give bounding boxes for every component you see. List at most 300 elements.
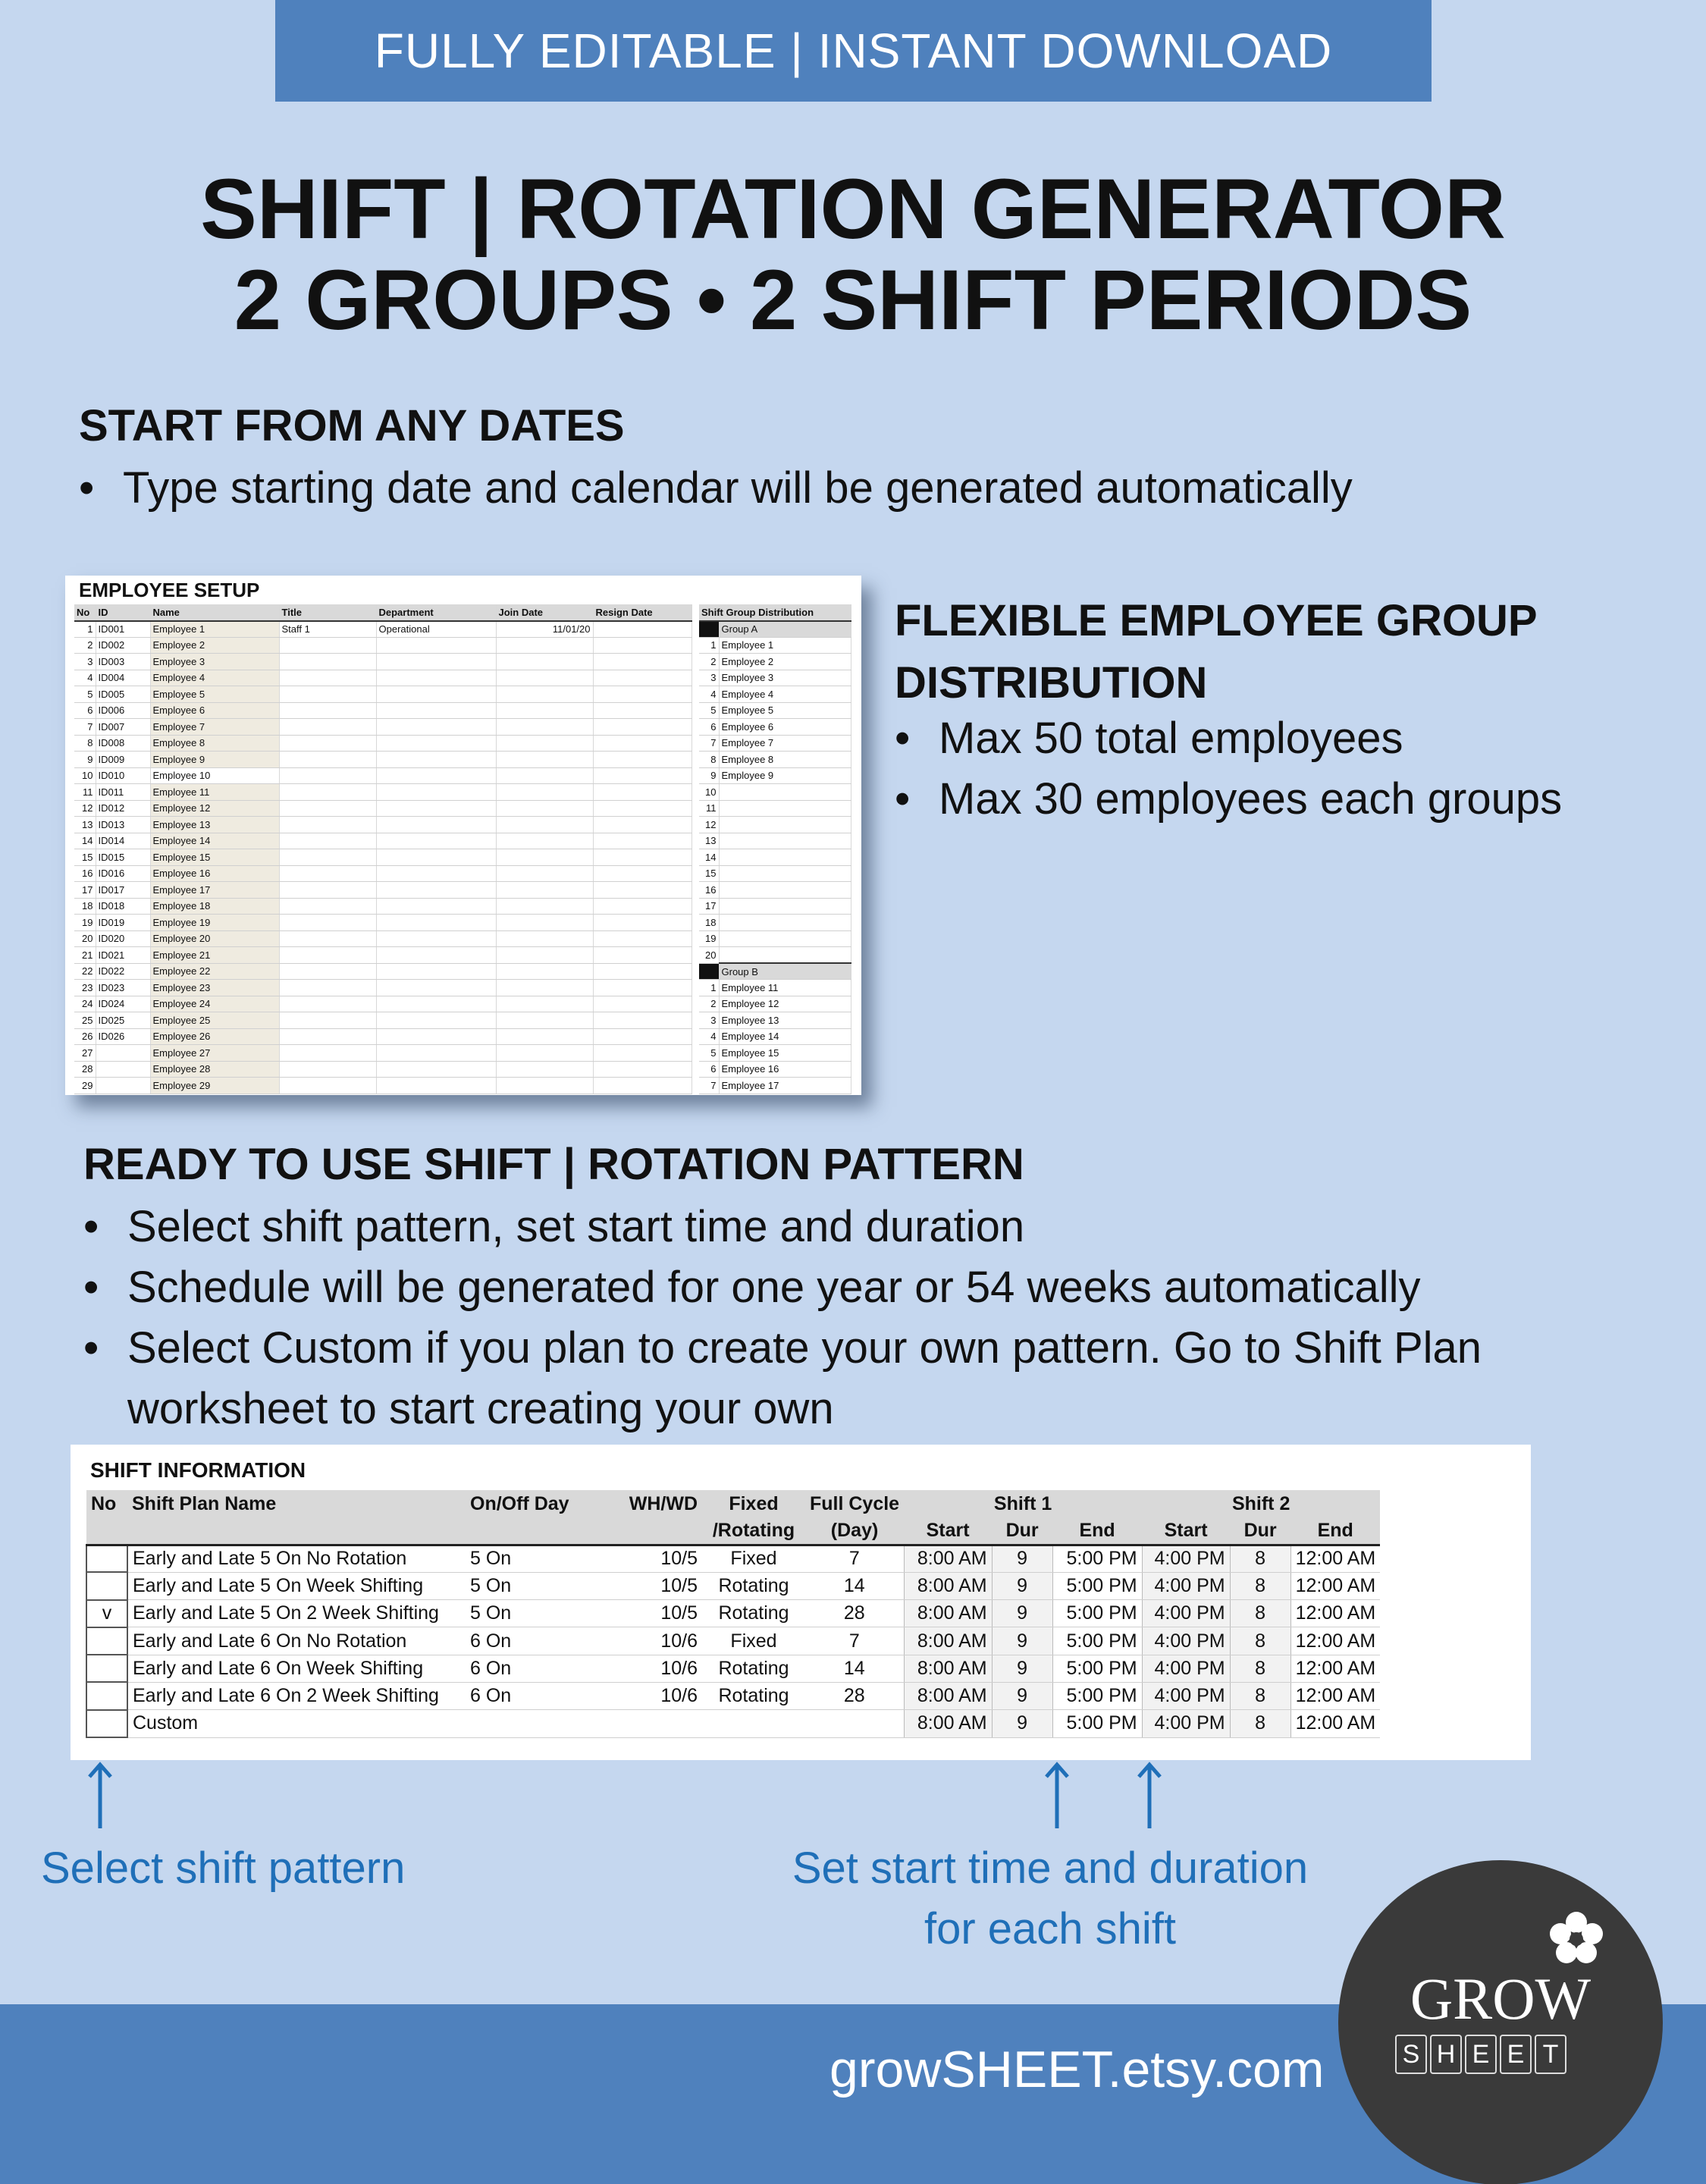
table-cell[interactable] [376, 637, 496, 654]
shift1-dur[interactable]: 9 [992, 1545, 1052, 1572]
shift2-start[interactable]: 4:00 PM [1142, 1627, 1230, 1655]
table-cell[interactable]: Employee 1 [719, 637, 851, 654]
shift2-start[interactable]: 4:00 PM [1142, 1572, 1230, 1599]
table-cell[interactable] [279, 1061, 376, 1078]
table-cell[interactable]: Employee 5 [719, 702, 851, 719]
table-cell[interactable] [719, 898, 851, 915]
table-cell[interactable] [376, 915, 496, 931]
select-cell[interactable] [86, 1572, 127, 1599]
fixed-rotating: Rotating [702, 1600, 805, 1627]
table-cell[interactable]: Employee 16 [719, 1061, 851, 1078]
table-cell[interactable] [279, 654, 376, 670]
table-cell[interactable]: Employee 23 [150, 980, 279, 996]
table-cell[interactable]: ID024 [96, 996, 150, 1012]
table-cell[interactable] [593, 702, 691, 719]
table-cell[interactable]: Employee 9 [719, 767, 851, 784]
table-cell[interactable] [376, 1028, 496, 1045]
table-cell[interactable] [279, 637, 376, 654]
table-cell[interactable]: 29 [74, 1078, 96, 1094]
table-cell[interactable] [593, 833, 691, 849]
table-row [699, 1028, 851, 1045]
shift1-start[interactable]: 8:00 AM [904, 1682, 992, 1709]
table-cell[interactable] [719, 849, 851, 866]
table-cell[interactable] [496, 670, 593, 686]
table-cell[interactable]: ID003 [96, 654, 150, 670]
table-cell[interactable]: Employee 14 [719, 1028, 851, 1045]
table-cell[interactable]: ID020 [96, 930, 150, 947]
table-cell: 6 [699, 719, 719, 736]
table-cell[interactable] [496, 767, 593, 784]
shift1-end: 5:00 PM [1052, 1710, 1142, 1737]
table-cell[interactable] [279, 947, 376, 964]
table-cell[interactable] [496, 947, 593, 964]
table-cell[interactable] [376, 963, 496, 980]
section-group-bullet-1: • Max 50 total employees [895, 714, 1403, 763]
table-cell[interactable] [376, 947, 496, 964]
table-cell[interactable]: 4 [74, 670, 96, 686]
table-cell[interactable]: ID018 [96, 898, 150, 915]
table-cell: 18 [699, 915, 719, 931]
shift2-dur[interactable]: 8 [1230, 1710, 1290, 1737]
shift1-start[interactable]: 8:00 AM [904, 1600, 992, 1627]
table-cell[interactable] [496, 1061, 593, 1078]
table-cell[interactable] [279, 963, 376, 980]
table-cell[interactable] [376, 1078, 496, 1094]
table-cell[interactable] [376, 767, 496, 784]
table-cell[interactable] [593, 963, 691, 980]
group-distribution-table [699, 604, 851, 1094]
table-cell[interactable] [279, 800, 376, 817]
table-cell[interactable]: Employee 3 [150, 654, 279, 670]
arrow-up-icon [1134, 1762, 1165, 1831]
table-cell[interactable]: 9 [74, 752, 96, 768]
table-cell[interactable] [593, 930, 691, 947]
table-cell[interactable] [593, 719, 691, 736]
shift1-dur[interactable]: 9 [992, 1655, 1052, 1682]
table-cell[interactable] [279, 784, 376, 801]
table-cell[interactable]: ID019 [96, 915, 150, 931]
section-pattern-bullet-1: • Select shift pattern, set start time and duration [83, 1202, 1025, 1251]
table-cell[interactable] [496, 833, 593, 849]
table-cell[interactable]: 22 [74, 963, 96, 980]
table-cell[interactable] [376, 1045, 496, 1062]
table-cell[interactable]: 25 [74, 1012, 96, 1029]
table-cell[interactable]: Employee 15 [150, 849, 279, 866]
table-cell: 5 [699, 1045, 719, 1062]
table-cell[interactable] [593, 865, 691, 882]
table-cell[interactable]: ID021 [96, 947, 150, 964]
table-cell[interactable]: Employee 3 [719, 670, 851, 686]
col-shift1-start: Start [904, 1517, 992, 1545]
shift2-start[interactable]: 4:00 PM [1142, 1655, 1230, 1682]
table-cell[interactable] [279, 1012, 376, 1029]
table-cell[interactable]: 11 [74, 784, 96, 801]
table-cell[interactable] [279, 930, 376, 947]
wh-wd: 10/5 [607, 1545, 702, 1572]
table-cell[interactable]: 6 [74, 702, 96, 719]
table-cell[interactable] [496, 996, 593, 1012]
table-cell[interactable] [593, 1012, 691, 1029]
table-cell[interactable] [593, 1045, 691, 1062]
table-cell[interactable]: ID008 [96, 735, 150, 752]
table-cell[interactable]: 16 [74, 865, 96, 882]
shift2-end: 12:00 AM [1290, 1655, 1380, 1682]
table-cell[interactable]: ID013 [96, 817, 150, 833]
table-cell[interactable]: 1 [74, 621, 96, 638]
table-cell[interactable] [593, 735, 691, 752]
table-row [699, 1045, 851, 1062]
table-cell[interactable] [496, 719, 593, 736]
table-cell[interactable]: Staff 1 [279, 621, 376, 638]
table-cell[interactable] [376, 980, 496, 996]
table-cell[interactable] [496, 800, 593, 817]
shift1-end: 5:00 PM [1052, 1627, 1142, 1655]
table-cell[interactable]: Employee 25 [150, 1012, 279, 1029]
shift1-start[interactable]: 8:00 AM [904, 1627, 992, 1655]
shift2-start[interactable]: 4:00 PM [1142, 1710, 1230, 1737]
table-cell[interactable]: ID025 [96, 1012, 150, 1029]
table-cell[interactable] [496, 1078, 593, 1094]
table-cell[interactable] [496, 654, 593, 670]
table-cell[interactable]: 23 [74, 980, 96, 996]
table-cell[interactable] [376, 686, 496, 703]
table-cell[interactable] [279, 670, 376, 686]
table-cell[interactable]: Employee 24 [150, 996, 279, 1012]
table-cell[interactable]: Employee 17 [719, 1078, 851, 1094]
table-cell[interactable] [376, 930, 496, 947]
full-cycle [805, 1710, 904, 1737]
table-cell[interactable]: 5 [74, 686, 96, 703]
table-cell[interactable]: Employee 4 [719, 686, 851, 703]
footer-url[interactable]: growSHEET.etsy.com [829, 2041, 1325, 2098]
table-cell[interactable]: Employee 6 [719, 719, 851, 736]
table-cell[interactable] [496, 1028, 593, 1045]
table-cell[interactable] [593, 915, 691, 931]
wh-wd: 10/5 [607, 1572, 702, 1599]
table-cell[interactable] [376, 1012, 496, 1029]
table-cell[interactable]: Employee 22 [150, 963, 279, 980]
table-cell[interactable] [719, 882, 851, 899]
table-cell[interactable] [279, 1028, 376, 1045]
table-cell[interactable] [593, 784, 691, 801]
table-cell[interactable] [279, 686, 376, 703]
table-cell[interactable]: Employee 17 [150, 882, 279, 899]
table-cell[interactable] [96, 1045, 150, 1062]
table-cell[interactable] [593, 882, 691, 899]
shift1-dur[interactable]: 9 [992, 1600, 1052, 1627]
table-cell[interactable] [376, 849, 496, 866]
table-cell[interactable]: ID015 [96, 849, 150, 866]
table-cell[interactable]: Operational [376, 621, 496, 638]
table-cell[interactable] [496, 865, 593, 882]
table-cell[interactable]: 20 [74, 930, 96, 947]
table-cell[interactable]: 2 [74, 637, 96, 654]
wh-wd: 10/6 [607, 1655, 702, 1682]
table-cell[interactable] [376, 702, 496, 719]
table-cell[interactable] [593, 947, 691, 964]
table-cell[interactable]: ID017 [96, 882, 150, 899]
top-banner: FULLY EDITABLE | INSTANT DOWNLOAD [275, 0, 1432, 102]
table-cell[interactable]: Employee 28 [150, 1061, 279, 1078]
table-cell[interactable] [593, 637, 691, 654]
table-cell[interactable] [496, 930, 593, 947]
table-cell[interactable]: Employee 15 [719, 1045, 851, 1062]
table-cell[interactable]: Employee 12 [719, 996, 851, 1012]
table-cell[interactable] [376, 1061, 496, 1078]
table-cell[interactable] [496, 1012, 593, 1029]
table-cell[interactable]: ID010 [96, 767, 150, 784]
shift1-dur[interactable]: 9 [992, 1627, 1052, 1655]
table-cell[interactable] [719, 930, 851, 947]
table-cell[interactable]: Employee 12 [150, 800, 279, 817]
table-cell[interactable] [593, 849, 691, 866]
table-cell[interactable]: ID023 [96, 980, 150, 996]
table-cell[interactable] [279, 719, 376, 736]
table-cell[interactable] [376, 996, 496, 1012]
plan-name: Early and Late 6 On Week Shifting [127, 1655, 466, 1682]
table-cell[interactable] [279, 1045, 376, 1062]
table-cell[interactable]: Employee 8 [719, 752, 851, 768]
table-cell[interactable]: Employee 14 [150, 833, 279, 849]
table-cell[interactable]: ID001 [96, 621, 150, 638]
table-cell[interactable] [593, 996, 691, 1012]
table-cell[interactable]: ID014 [96, 833, 150, 849]
table-cell[interactable]: 18 [74, 898, 96, 915]
table-cell[interactable] [719, 784, 851, 801]
table-row [74, 752, 691, 768]
wh-wd: 10/5 [607, 1600, 702, 1627]
select-cell[interactable]: v [86, 1600, 127, 1627]
table-cell[interactable]: ID012 [96, 800, 150, 817]
table-cell[interactable]: Employee 4 [150, 670, 279, 686]
table-cell[interactable]: ID009 [96, 752, 150, 768]
shift2-start[interactable]: 4:00 PM [1142, 1600, 1230, 1627]
table-cell[interactable]: 11/01/20 [496, 621, 593, 638]
table-cell[interactable] [593, 686, 691, 703]
table-cell[interactable] [496, 915, 593, 931]
table-cell[interactable] [376, 654, 496, 670]
table-cell[interactable]: ID022 [96, 963, 150, 980]
table-cell[interactable]: Employee 20 [150, 930, 279, 947]
shift2-end: 12:00 AM [1290, 1710, 1380, 1737]
shift1-start[interactable]: 8:00 AM [904, 1655, 992, 1682]
table-cell[interactable] [593, 1028, 691, 1045]
table-cell[interactable]: 8 [74, 735, 96, 752]
table-cell[interactable]: 26 [74, 1028, 96, 1045]
table-cell[interactable]: Employee 8 [150, 735, 279, 752]
table-cell[interactable] [593, 898, 691, 915]
table-cell[interactable] [279, 849, 376, 866]
shift-row [86, 1682, 1380, 1709]
table-cell[interactable] [96, 1061, 150, 1078]
table-cell[interactable]: 28 [74, 1061, 96, 1078]
table-cell[interactable]: ID006 [96, 702, 150, 719]
shift2-start[interactable]: 4:00 PM [1142, 1545, 1230, 1572]
table-cell[interactable] [593, 1078, 691, 1094]
table-row [74, 621, 691, 638]
table-cell[interactable]: 12 [74, 800, 96, 817]
table-cell[interactable] [376, 719, 496, 736]
table-row [74, 670, 691, 686]
table-cell[interactable] [496, 735, 593, 752]
table-cell[interactable] [496, 686, 593, 703]
table-cell[interactable]: 27 [74, 1045, 96, 1062]
table-cell[interactable]: Employee 16 [150, 865, 279, 882]
table-cell[interactable] [719, 915, 851, 931]
table-cell[interactable] [593, 980, 691, 996]
table-cell[interactable] [376, 833, 496, 849]
table-cell[interactable] [593, 800, 691, 817]
table-cell[interactable] [719, 947, 851, 964]
table-cell[interactable]: 14 [74, 833, 96, 849]
table-cell[interactable]: ID004 [96, 670, 150, 686]
employee-table [74, 604, 692, 1094]
table-cell[interactable] [593, 767, 691, 784]
table-cell[interactable]: 7 [74, 719, 96, 736]
full-cycle: 14 [805, 1572, 904, 1599]
shift2-dur[interactable]: 8 [1230, 1545, 1290, 1572]
table-row [74, 1028, 691, 1045]
table-cell[interactable]: Employee 11 [719, 980, 851, 996]
table-cell[interactable] [496, 637, 593, 654]
logo-letter: E [1465, 2035, 1497, 2074]
table-cell[interactable] [496, 898, 593, 915]
table-cell[interactable] [719, 865, 851, 882]
table-cell[interactable]: 24 [74, 996, 96, 1012]
table-cell[interactable] [496, 882, 593, 899]
table-cell[interactable]: Employee 26 [150, 1028, 279, 1045]
table-cell[interactable] [376, 670, 496, 686]
table-cell[interactable] [496, 849, 593, 866]
table-cell[interactable] [279, 817, 376, 833]
table-cell[interactable]: Employee 6 [150, 702, 279, 719]
shift2-start[interactable]: 4:00 PM [1142, 1682, 1230, 1709]
table-cell[interactable] [279, 1078, 376, 1094]
table-cell[interactable]: Employee 21 [150, 947, 279, 964]
shift2-dur[interactable]: 8 [1230, 1600, 1290, 1627]
table-cell[interactable] [279, 702, 376, 719]
table-cell[interactable] [376, 817, 496, 833]
table-cell[interactable]: ID011 [96, 784, 150, 801]
table-cell[interactable] [376, 752, 496, 768]
table-cell[interactable]: Employee 29 [150, 1078, 279, 1094]
shift1-start[interactable]: 8:00 AM [904, 1545, 992, 1572]
table-cell[interactable]: Employee 19 [150, 915, 279, 931]
section-group-heading-line2: DISTRIBUTION [895, 658, 1208, 708]
table-cell[interactable]: Employee 13 [719, 1012, 851, 1029]
table-cell[interactable] [96, 1078, 150, 1094]
table-cell[interactable]: ID002 [96, 637, 150, 654]
table-cell[interactable] [593, 670, 691, 686]
table-cell[interactable]: Employee 7 [719, 735, 851, 752]
table-cell[interactable] [593, 621, 691, 638]
table-cell[interactable]: ID005 [96, 686, 150, 703]
select-cell[interactable] [86, 1655, 127, 1682]
table-cell[interactable] [719, 800, 851, 817]
table-cell[interactable]: Employee 18 [150, 898, 279, 915]
table-cell[interactable] [376, 735, 496, 752]
table-cell[interactable] [593, 654, 691, 670]
table-cell[interactable]: Employee 5 [150, 686, 279, 703]
table-cell[interactable] [593, 817, 691, 833]
select-cell[interactable] [86, 1682, 127, 1709]
shift1-start[interactable]: 8:00 AM [904, 1710, 992, 1737]
table-cell[interactable]: Employee 27 [150, 1045, 279, 1062]
table-cell[interactable] [496, 784, 593, 801]
table-cell[interactable]: 19 [74, 915, 96, 931]
shift2-dur[interactable]: 8 [1230, 1627, 1290, 1655]
table-cell[interactable] [496, 1045, 593, 1062]
table-row [699, 833, 851, 849]
select-cell[interactable] [86, 1710, 127, 1737]
table-cell[interactable] [279, 752, 376, 768]
table-cell[interactable] [279, 767, 376, 784]
table-cell[interactable]: ID007 [96, 719, 150, 736]
table-cell[interactable]: ID026 [96, 1028, 150, 1045]
table-cell[interactable]: Employee 9 [150, 752, 279, 768]
table-cell[interactable] [719, 817, 851, 833]
table-cell[interactable] [376, 898, 496, 915]
table-cell[interactable] [376, 865, 496, 882]
table-cell[interactable]: 17 [74, 882, 96, 899]
table-cell[interactable] [376, 784, 496, 801]
table-cell[interactable]: Employee 7 [150, 719, 279, 736]
table-cell[interactable] [279, 865, 376, 882]
shift1-dur[interactable]: 9 [992, 1572, 1052, 1599]
table-cell[interactable] [376, 800, 496, 817]
shift2-dur[interactable]: 8 [1230, 1682, 1290, 1709]
table-cell[interactable]: 21 [74, 947, 96, 964]
table-cell[interactable] [593, 752, 691, 768]
shift2-dur[interactable]: 8 [1230, 1655, 1290, 1682]
table-cell[interactable] [496, 702, 593, 719]
table-cell[interactable] [279, 882, 376, 899]
shift1-dur[interactable]: 9 [992, 1710, 1052, 1737]
table-cell[interactable]: Employee 10 [150, 767, 279, 784]
table-cell[interactable]: Employee 11 [150, 784, 279, 801]
shift1-start[interactable]: 8:00 AM [904, 1572, 992, 1599]
select-cell[interactable] [86, 1545, 127, 1572]
table-cell[interactable] [496, 980, 593, 996]
table-cell[interactable] [376, 882, 496, 899]
table-cell[interactable]: Employee 2 [150, 637, 279, 654]
table-cell[interactable] [279, 735, 376, 752]
table-cell[interactable] [496, 817, 593, 833]
table-cell[interactable]: Employee 2 [719, 654, 851, 670]
table-cell[interactable] [279, 898, 376, 915]
table-cell[interactable]: 10 [74, 767, 96, 784]
table-cell[interactable]: ID016 [96, 865, 150, 882]
table-cell[interactable] [496, 752, 593, 768]
table-cell[interactable] [719, 833, 851, 849]
col-shift1-end: End [1052, 1517, 1142, 1545]
table-cell[interactable] [593, 1061, 691, 1078]
table-cell[interactable]: Employee 13 [150, 817, 279, 833]
select-cell[interactable] [86, 1627, 127, 1655]
table-cell[interactable] [279, 996, 376, 1012]
table-cell[interactable]: 3 [74, 654, 96, 670]
shift2-dur[interactable]: 8 [1230, 1572, 1290, 1599]
table-cell[interactable] [279, 980, 376, 996]
table-cell[interactable]: 15 [74, 849, 96, 866]
table-cell[interactable]: 13 [74, 817, 96, 833]
table-cell[interactable] [496, 963, 593, 980]
table-cell[interactable] [279, 833, 376, 849]
table-cell[interactable]: Employee 1 [150, 621, 279, 638]
table-cell[interactable] [279, 915, 376, 931]
table-cell: 2 [699, 654, 719, 670]
shift1-dur[interactable]: 9 [992, 1682, 1052, 1709]
